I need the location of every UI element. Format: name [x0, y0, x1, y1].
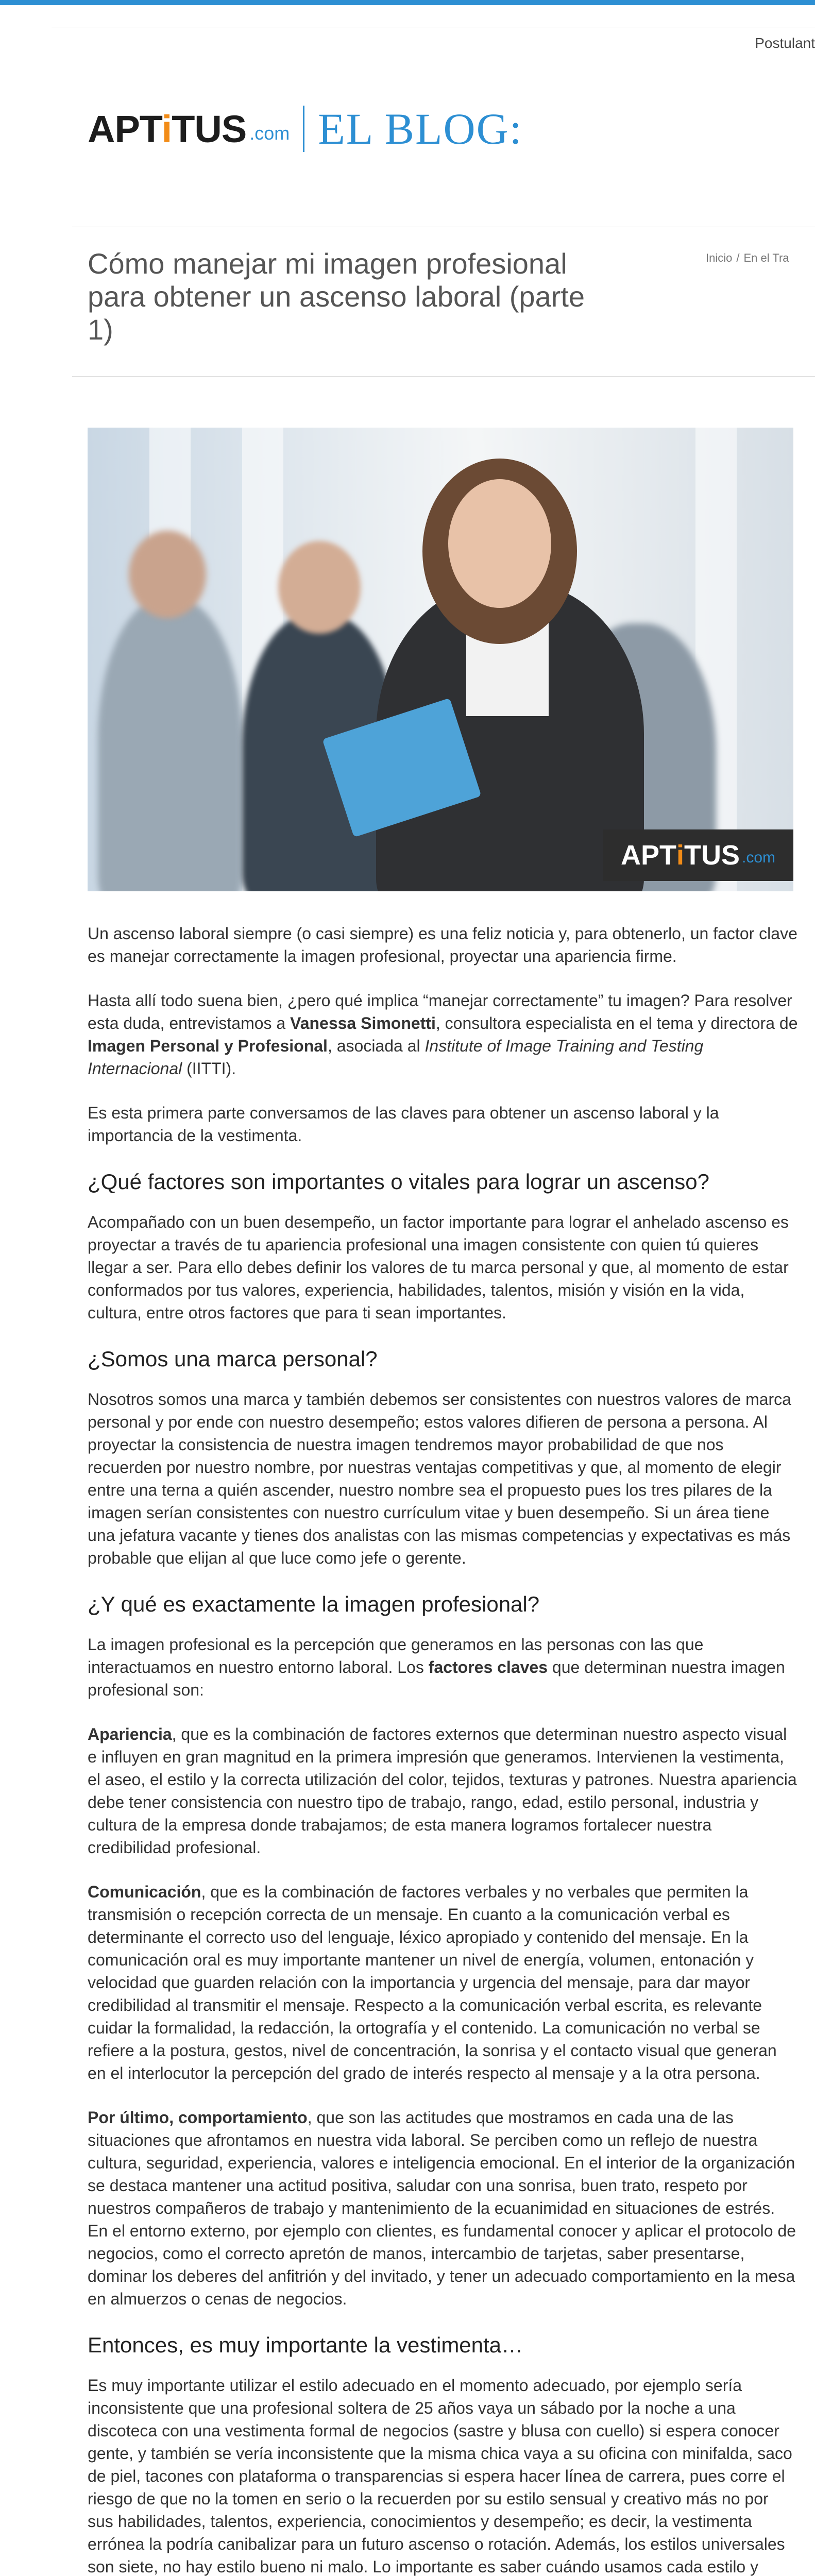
aptitus-wordmark: APTiTUS	[88, 107, 247, 150]
paragraph: Apariencia, que es la combinación de factores externos que determinan nuestro aspecto visual e influyen en gran magnitud en la primera impresión que generamos. Intervienen la vestimenta, el aseo, el estilo y la correcta utilización del color, tejidos, texturas y patrones. Nuestra apariencia debe tener consistencia con nuestro tipo de trabajo, rango, edad, estilo personal, industria y cultura de la empresa donde trabajamos; de esta manera logramos fortalecer nuestra credibilidad profesional.	[88, 1725, 797, 1857]
section-heading: ¿Y qué es exactamente la imagen profesional?	[88, 1592, 540, 1616]
breadcrumb-home[interactable]: Inicio	[706, 251, 733, 264]
section-heading: ¿Qué factores son importantes o vitales para lograr un ascenso?	[88, 1170, 709, 1194]
paragraph: La imagen profesional es la percepción que generamos en las personas con las que interactuamos en nuestro entorno laboral. Los factores claves que determinan nuestra imagen profesional son:	[88, 1635, 785, 1699]
background-person	[98, 598, 242, 891]
breadcrumb-separator: /	[736, 251, 740, 264]
top-bar	[0, 0, 815, 51]
breadcrumb-section[interactable]: En el Tra	[743, 251, 789, 264]
paragraph: Por último, comportamiento, que son las actitudes que mostramos en cada una de las situaciones que afrontamos en nuestra vida laboral. Se perciben como un reflejo de nuestra cultura, seguridad, experiencia, valores e inteligencia emocional. En el interior de la organización se destaca mantener una actitud positiva, saludar con una sonrisa, buen trato, respeto por nuestros compañeros de trabajo y mantenimiento de la ecuanimidad en situaciones de estrés. En el entorno externo, por ejemplo con clientes, es fundamental conocer y aplicar el protocolo de negocios, como el correcto apretón de manos, intercambio de tarjetas, saber presentarse, dominar los deberes del anfitrión y del invitado, y tener un adecuado comportamiento en la mesa en almuerzos o cenas de negocios.	[88, 2108, 796, 2308]
interviewee-name: Vanessa Simonetti	[290, 1014, 436, 1032]
article-body	[88, 922, 799, 2576]
breadcrumb	[706, 251, 793, 265]
hero-brand-logo: APT i TUS .com	[603, 829, 793, 881]
paragraph: Acompañado con un buen desempeño, un factor importante para lograr el anhelado ascenso es proyectar a través de tu apariencia profesional una imagen consistente con quien tú quieres llegar a ser. Para ello debes definir los valores de tu marca personal y que, al momento de estar conformados por tus valores, experiencia, habilidades, talentos, misión y visión en la vida, cultura, entre otros factores que para ti sean importantes.	[88, 1213, 789, 1322]
paragraph: Comunicación, que es la combinación de factores verbales y no verbales que permiten la transmisión o recepción correcta de un mensaje. En cuanto a la comunicación verbal es determinante el correcto uso del lenguaje, léxico apropiado y contenido del mensaje. En la comunicación oral es muy importante mantener un nivel de energía, volumen, entonación y velocidad que guarden relación con la importancia y urgencia del mensaje, para dar mayor credibilidad al transmitir el mensaje. Respecto a la comunicación verbal escrita, es relevante cuidar la formalidad, la redacción, la ortografía y el contenido. La comunicación no verbal se refiere a la postura, gestos, nivel de concentración, la sonrisa y el contacto visual que generan en el interlocutor la percepción del grado de interés respecto al mensaje y a la otra persona.	[88, 1883, 777, 2082]
logo-divider	[303, 106, 304, 152]
site-logo[interactable]	[88, 98, 523, 160]
title-divider	[72, 376, 815, 377]
main-woman-face	[448, 479, 551, 608]
blog-title: EL BLOG:	[318, 104, 523, 154]
paragraph: Es esta primera parte conversamos de las claves para obtener un ascenso laboral y la importancia de la vestimenta.	[88, 1104, 719, 1145]
section-heading: Entonces, es muy importante la vestimenta…	[88, 2333, 523, 2357]
intro-paragraph: Un ascenso laboral siempre (o casi siempre) es una feliz noticia y, para obtenerlo, un factor clave es manejar correctamente la imagen profesional, proyectar una apariencia firme.	[88, 924, 797, 965]
aptitus-com: .com	[249, 123, 290, 144]
institute-name: Institute of Image Training and Testing Internacional	[88, 1037, 704, 1078]
article-title: Cómo manejar mi imagen profesional para obtener un ascenso laboral (parte 1)	[88, 247, 585, 346]
paragraph: Hasta allí todo suena bien, ¿pero qué implica “manejar correctamente” tu imagen? Para resolver esta duda, entrevistamos a Vanessa Simonetti, consultora especialista en el tema y directora de Imagen Personal y Profesional, asociada al Institute of Image Training and Testing Internacional (IITTI).	[88, 991, 798, 1078]
paragraph: Nosotros somos una marca y también debemos ser consistentes con nuestros valores de marca personal y por ende con nuestro desempeño; estos valores difieren de persona a persona. Al proyectar la consistencia de nuestra imagen tendremos mayor probabilidad de que nos recuerden por nuestro nombre, por nuestras ventajas competitivas y que, al momento de elegir entre una terna a quién ascender, nuestro nombre sea el propuesto pues los tres pilares de la imagen serían consistentes con nuestro currículum vitae y buen desempeño. Si un área tiene una jefatura vacante y tienes dos analistas con las mismas competencias y expectativas es más probable que elijan al que luce como jefe o gerente.	[88, 1390, 791, 1567]
postulantes-link[interactable]: Postulant	[755, 35, 815, 51]
background-person-head	[129, 531, 206, 618]
organization-name: Imagen Personal y Profesional	[88, 1037, 328, 1055]
hero-image	[88, 428, 793, 891]
paragraph: Es muy importante utilizar el estilo adecuado en el momento adecuado, por ejemplo sería inconsistente que una profesional soltera de 25 años vaya un sábado por la noche a una discoteca con una vestimenta formal de negocios (sastre y blusa con cuello) si espera conocer gente, y también se vería inconsistente que la misma chica vaya a su oficina con minifalda, saco de piel, tacones con plataforma o transparencias si espera hacer línea de carrera, pues corre el riesgo de que no la tomen en serio o la recuerden por su estilo sensual y creativo más no por sus habilidades, talentos, experiencia, conocimientos y desempeño; es decir, la vestimenta errónea la podría canibalizar para un futuro ascenso o rotación. Además, los estilos universales son siete, no hay estilo bueno ni malo. Lo importante es saber cuándo usamos cada estilo y	[88, 2376, 792, 2576]
section-heading: ¿Somos una marca personal?	[88, 1347, 378, 1371]
background-person-head	[278, 541, 361, 634]
